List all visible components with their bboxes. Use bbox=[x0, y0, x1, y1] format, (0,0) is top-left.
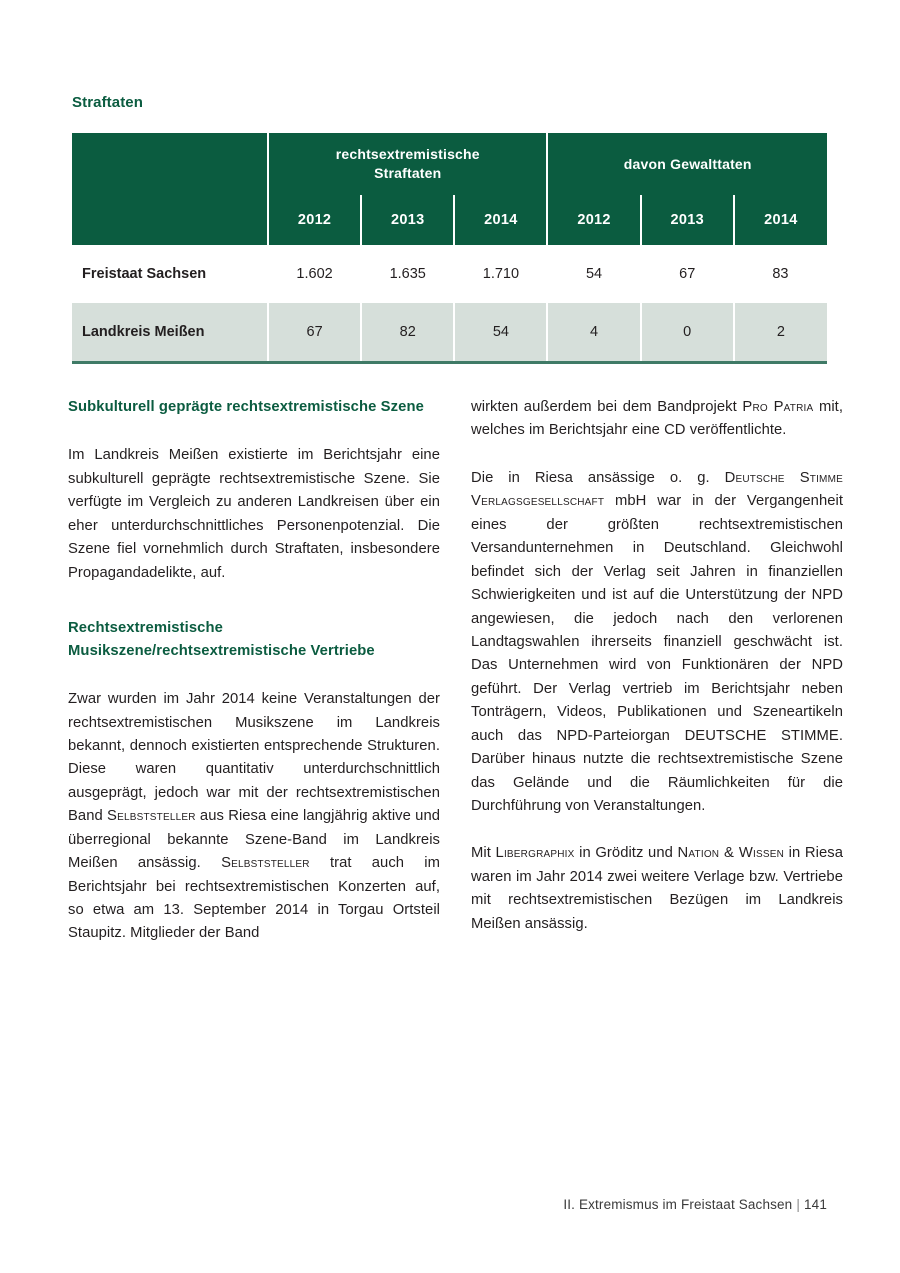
company-name-libergraphix: Libergraphix bbox=[495, 845, 575, 862]
section-title: Straftaten bbox=[72, 94, 144, 111]
footer-page-number: 141 bbox=[804, 1197, 827, 1212]
text-run: Die in Riesa ansässige o. g. bbox=[471, 469, 725, 486]
cell-value: 1.602 bbox=[268, 245, 361, 303]
paragraph-musikszene bbox=[68, 688, 440, 946]
cell-value: 54 bbox=[454, 303, 547, 361]
cell-value: 83 bbox=[734, 245, 827, 303]
table-header-year-2: 2013 bbox=[361, 195, 454, 245]
table-body bbox=[72, 245, 827, 361]
text-run: wirkten außerdem bei dem Bandprojekt bbox=[471, 399, 743, 415]
paragraph-bandprojekt bbox=[471, 396, 843, 443]
group-label-line1: rechtsextremistische bbox=[335, 146, 480, 163]
table-header-year-6: 2014 bbox=[734, 195, 827, 245]
cell-value: 2 bbox=[734, 303, 827, 361]
table-header-year-5: 2013 bbox=[641, 195, 734, 245]
paragraph-weitere-verlage bbox=[471, 842, 843, 936]
group-label-line2: Straftaten bbox=[374, 165, 442, 181]
text-run: Zwar wurden im Jahr 2014 keine Veranstaltungen der rechtsextremistischen Musikszene im Landkreis bekannt, dennoch existierten entsprechende Strukturen. Diese waren quantitativ unterdurchschnittlich ausgeprägt, jedoch war mit der rechtsextremistischen Band bbox=[68, 691, 440, 825]
company-name-nation-wissen: Nation & Wissen bbox=[677, 845, 785, 862]
subheading-subkulturell-szene: Subkulturell geprägte rechtsextremistische Szene bbox=[68, 399, 424, 415]
cell-value: 0 bbox=[641, 303, 734, 361]
cell-value: 67 bbox=[268, 303, 361, 361]
band-name-selbststeller: Selbststeller bbox=[107, 808, 196, 825]
text-run: trat auch im Berichtsjahr bei rechtsextremistischen Konzerten auf, so etwa am 13. September 2014 in Torgau Ortsteil Staupitz. Mitglieder der Band bbox=[68, 855, 440, 942]
footer-chapter-title: II. Extremismus im Freistaat Sachsen bbox=[563, 1197, 793, 1212]
paragraph-subkulturelle-szene: Im Landkreis Meißen existierte im Berichtsjahr eine subkulturell geprägte rechtsextremistische Szene. Sie verfügte im Vergleich zu anderen Landkreisen über ein eher unterdurchschnittliches Personenpotenzial. Die Szene fiel vornehmlich durch Straftaten, insbesondere Propagandadelikte, auf. bbox=[68, 447, 440, 581]
text-run: Mit bbox=[471, 845, 496, 862]
row-label-landkreis-meissen: Landkreis Meißen bbox=[72, 303, 268, 361]
text-run: mit, welches im Berichtsjahr eine CD veröffentlichte. bbox=[471, 399, 844, 439]
table-header bbox=[72, 133, 827, 245]
statistics-table-wrapper bbox=[72, 133, 827, 364]
table-header-group-straftaten bbox=[268, 133, 547, 195]
band-name-selbststeller: Selbststeller bbox=[221, 855, 310, 872]
text-run: mbH war in der Vergangenheit eines der größten rechtsextremistischen Versandunternehmen in Deutschland. Gleichwohl befindet sich der Verlag seit Jahren in finanziellen Schwierigkeiten und ist auf die Unterstützung der NPD angewiesen, die jedoch nach den verlorenen Landtagswahlen ihrerseits finanziell geschwächt ist. Das Unternehmen wird von Funktionären der NPD geführt. Der Verlag vertrieb im Berichtsjahr neben Tonträgern, Videos, Publikationen und Szeneartikeln auch das NPD-Parteiorgan DEUTSCHE STIMME. Darüber hinaus nutzte die rechtsextremistische Szene das Gelände und die Räumlichkeiten für die Durchführung von Veranstaltungen. bbox=[471, 493, 843, 814]
table-header-year-4: 2012 bbox=[547, 195, 640, 245]
table-header-group-gewalttaten: davon Gewalttaten bbox=[547, 133, 827, 195]
table-header-corner-blank bbox=[72, 133, 268, 245]
table-bottom-rule bbox=[72, 361, 827, 364]
table-row bbox=[72, 245, 827, 303]
row-label-freistaat-sachsen: Freistaat Sachsen bbox=[72, 245, 268, 303]
subheading-musikszene-vertriebe: Rechtsextremistische Musikszene/rechtsextremistische Vertriebe bbox=[68, 620, 375, 659]
page-footer bbox=[563, 1197, 827, 1212]
column-left bbox=[68, 396, 440, 946]
footer-separator: | bbox=[796, 1197, 801, 1212]
table-row bbox=[72, 303, 827, 361]
cell-value: 67 bbox=[641, 245, 734, 303]
text-run: aus Riesa eine langjährig aktive und überregional bekannte Szene-Band im Landkreis Meißen ansässig. bbox=[68, 808, 440, 872]
statistics-table bbox=[72, 133, 827, 361]
cell-value: 4 bbox=[547, 303, 640, 361]
text-run: in Riesa waren im Jahr 2014 zwei weitere Verlage bzw. Vertriebe mit rechtsextremistischen Bezügen im Landkreis Meißen ansässig. bbox=[471, 845, 843, 932]
table-header-year-3: 2014 bbox=[454, 195, 547, 245]
text-run: in Gröditz und bbox=[574, 845, 678, 862]
band-name-pro-patria: Pro Patria bbox=[742, 399, 814, 415]
cell-value: 54 bbox=[547, 245, 640, 303]
cell-value: 1.635 bbox=[361, 245, 454, 303]
company-name-deutsche-stimme-verlagsgesellschaft: Deutsche Stimme Verlagsgesellschaft bbox=[471, 469, 843, 510]
cell-value: 1.710 bbox=[454, 245, 547, 303]
table-header-group-row bbox=[72, 133, 827, 195]
cell-value: 82 bbox=[361, 303, 454, 361]
column-right bbox=[471, 396, 843, 936]
two-column-body bbox=[68, 396, 852, 1096]
table-header-year-1: 2012 bbox=[268, 195, 361, 245]
paragraph-deutsche-stimme-verlag bbox=[471, 467, 843, 819]
